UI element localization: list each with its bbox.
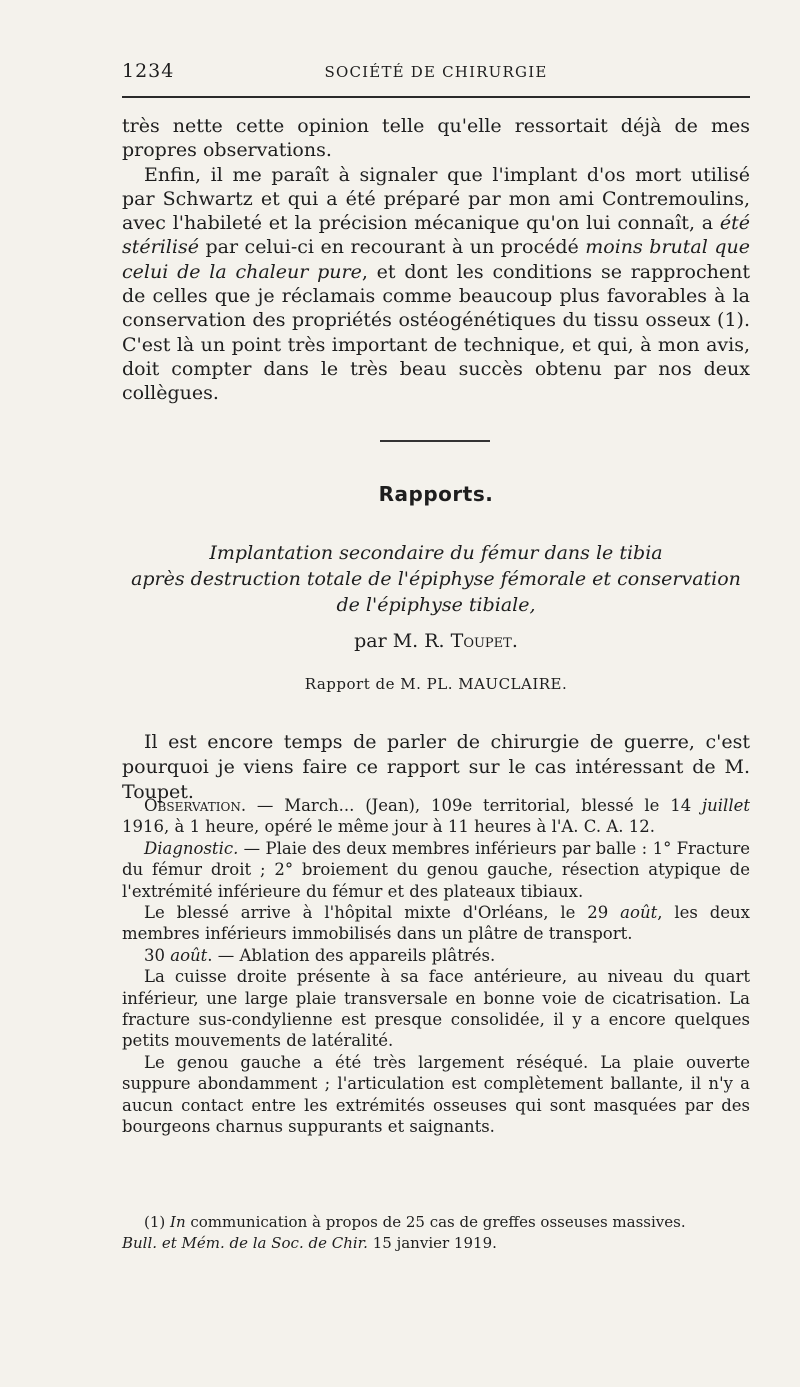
italic-run: été stérilisé [122, 212, 750, 259]
footnote-number: (1) [144, 1213, 171, 1231]
italic-run: moins brutal que celui de la chaleur pure [122, 236, 750, 283]
italic-run: In [170, 1213, 186, 1231]
header-rule [122, 96, 750, 98]
text-run: Enfin, il me paraît à signaler que l'implant d'os mort utilisé par Schwartz et qui a été préparé par mon ami Contremoulins, avec l'habileté et la précision mécanique qu'on lui connaît, a [122, 163, 750, 235]
author-prefix: par M. R. [354, 630, 451, 652]
running-title: SOCIÉTÉ DE CHIRURGIE [324, 63, 548, 81]
observation-paragraph [122, 795, 750, 838]
article-title-line-2: après destruction totale de l'épiphyse fémorale et conservation [131, 568, 741, 590]
italic-run: août [620, 903, 658, 923]
text-run: 30 [144, 945, 171, 965]
diagnostic-paragraph [122, 838, 750, 902]
text-run: communication à propos de 25 cas de greffes osseuses massives. [185, 1213, 686, 1231]
text-run: 1916, à 1 heure, opéré le même jour à 11 heures à l'A. C. A. 12. [122, 817, 655, 837]
article-title [122, 540, 750, 618]
text-run: — Plaie des deux membres inférieurs par balle : 1° Fracture du fémur droit ; 2° broiement du genou gauche, résection atypique de l'extrémité inférieure du fémur et des plateaux tibiaux. [122, 838, 750, 901]
section-separator [380, 440, 490, 442]
text-run: — March... (Jean), 109e territorial, blessé le 14 [246, 796, 703, 815]
section-heading: Rapports. [378, 482, 494, 506]
text-run: Le blessé arrive à l'hôpital mixte d'Orléans, le 29 [144, 903, 621, 923]
knee-paragraph: Le genou gauche a été très largement réséqué. La plaie ouverte suppure abondamment ; l'articulation est complètement ballante, il n'y a aucun contact entre les extrémités osseuses qui sont masquées par des bourgeons charnus suppurants et saignants. [122, 1052, 750, 1137]
observation-label: Observation. [144, 796, 247, 815]
opening-paragraph-1: très nette cette opinion telle qu'elle ressortait déjà de mes propres observations. [122, 115, 750, 162]
date-paragraph [122, 945, 750, 966]
article-title-line-1: Implantation secondaire du fémur dans le tibia [209, 542, 663, 564]
author-name: Toupet [450, 630, 512, 652]
page-number: 1234 [122, 60, 175, 82]
text-run: 15 janvier 1919. [367, 1234, 497, 1252]
author-suffix: . [511, 630, 518, 652]
text-run: . — Ablation des appareils plâtrés. [207, 945, 496, 965]
article-author [122, 630, 750, 652]
italic-run: août [170, 945, 208, 965]
thigh-paragraph: La cuisse droite présente à sa face antérieure, au niveau du quart inférieur, une large plaie transversale en bonne voie de cicatrisation. La fracture sus-condylienne est presque consolidée, il y a encore quelques petits mouvements de latéralité. [122, 967, 750, 1051]
observation-block [122, 795, 750, 1138]
footnote-line-1 [122, 1212, 750, 1233]
diagnostic-label: Diagnostic. [144, 838, 239, 858]
text-run: , les deux membres inférieurs immobilisés dans un plâtre de transport. [122, 903, 750, 944]
footnote [122, 1212, 750, 1254]
arrival-paragraph [122, 902, 750, 945]
opening-text [122, 114, 750, 406]
text-run: , et dont les conditions se rapprochent de celles que je réclamais comme beaucoup plus favorables à la conservation des propriétés ostéogénétiques du tissu osseux (1). C'est là un point très important de technique, et qui, à mon avis, doit compter dans le très beau succès obtenu par nos deux collègues. [122, 260, 750, 405]
opening-paragraph-2 [122, 163, 750, 406]
footnote-line-2 [122, 1233, 750, 1254]
article-title-line-3: de l'épiphyse tibiale, [336, 594, 536, 616]
rapport-line: Rapport de M. PL. MAUCLAIRE. [304, 675, 568, 693]
page-header [122, 60, 750, 84]
text-run: par celui-ci en recourant à un procédé [198, 236, 586, 259]
italic-run: Bull. et Mém. de la Soc. de Chir. [122, 1234, 368, 1252]
intro-paragraph: Il est encore temps de parler de chirurgie de guerre, c'est pourquoi je viens faire ce rapport sur le cas intéressant de M. Toupet. [122, 731, 750, 803]
italic-run: juillet [702, 796, 750, 815]
